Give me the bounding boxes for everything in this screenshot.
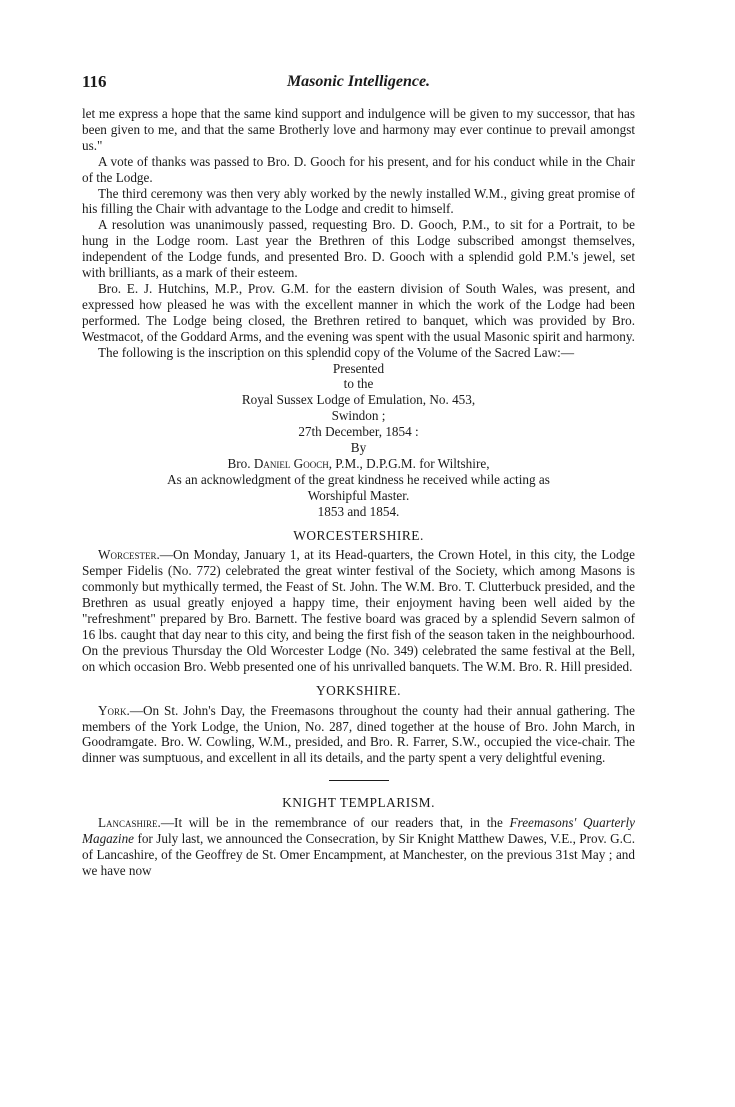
section-heading-yorkshire: YORKSHIRE. (316, 682, 401, 698)
paragraph-york (82, 703, 635, 767)
inscription-name: Daniel Gooch (253, 455, 329, 471)
running-head (82, 74, 635, 98)
inscription-line: As an acknowledgment of the great kindness he received while acting as (167, 471, 550, 487)
lead-worcester: Worcester. (98, 547, 160, 563)
text-york: —On St. John's Day, the Freemasons throughout the county had their annual gathering. The members of the York Lodge, the Union, No. 287, dined together at the house of Bro. John March, in Goodramgate. Bro. W. Cowling, W.M., presided, and Bro. R. Farrer, S.W., occupied the vice-chair. The dinner was sumptuous, and excellent in all its details, and the party spent a very delightful evening. (82, 702, 635, 766)
section-divider (329, 780, 389, 781)
lead-lancashire: Lancashire. (98, 815, 161, 831)
paragraph-inscription-intro: The following is the inscription on this splendid copy of the Volume of the Sacred Law:— (98, 344, 575, 360)
text-lancashire-before: —It will be in the remembrance of our readers that, in the (160, 815, 510, 831)
inscription-line: Royal Sussex Lodge of Emulation, No. 453, (241, 392, 476, 408)
page-number: 116 (82, 72, 107, 91)
text-worcester: —On Monday, January 1, at its Head-quarters, the Crown Hotel, in this city, the Lodge Semper Fidelis (No. 772) celebrated the great winter festival of the Society, which among Masons is commonly but mythically termed, the Feast of St. John. The W.M. Bro. T. Clutterbuck presided, and the Brethren as usual greatly enjoyed a happy time, their enjoyment having been well aided by the "refreshment" prepared by Bro. Barnett. The festive board was graced by a splendid Severn salmon of 16 lbs. caught that day near to this city, and being the first fish of the season taken in the neighbourhood. On the previous Thursday the Old Worcester Lodge (No. 349) celebrated the same festival at the Bell, on which occasion Bro. Webb presented one of his unrivalled banquets. The W.M. Bro. R. Hill presided. (82, 547, 635, 674)
text-lancashire-after: for July last, we announced the Consecration, by Sir Knight Matthew Dawes, V.E., Prov. G.C. of Lancashire, of the Geoffrey de St. Omer Encampment, at Manchester, on the previous 31st May ; and we have now (82, 831, 635, 878)
inscription-prefix: Bro. (227, 455, 254, 471)
paragraph-third-ceremony: The third ceremony was then very ably worked by the newly installed W.M., giving great promise of his filling the Chair with advantage to the Lodge and credit to himself. (82, 185, 635, 217)
section-heading-knight-templarism: KNIGHT TEMPLARISM. (282, 795, 435, 811)
inscription-line: By (350, 440, 367, 456)
inscription-block (82, 361, 635, 520)
running-title: Masonic Intelligence. (286, 73, 431, 90)
inscription-line: to the (343, 376, 374, 392)
inscription-line (82, 456, 635, 472)
inscription-suffix: , P.M., D.P.G.M. for Wiltshire, (328, 455, 490, 471)
paragraph-vote-of-thanks: A vote of thanks was passed to Bro. D. Gooch for his present, and for his conduct while in the Chair of the Lodge. (82, 153, 635, 185)
inscription-line: 1853 and 1854. (317, 503, 400, 519)
inscription-line: Presented (332, 360, 385, 376)
paragraph-hutchins: Bro. E. J. Hutchins, M.P., Prov. G.M. for the eastern division of South Wales, was present, and expressed how pleased he was with the excellent manner in which the work of the Lodge had been performed. The Lodge being closed, the Brethren retired to banquet, which was provided by Bro. Westmacot, of the Goddard Arms, and the evening was spent with the usual Masonic spirit and harmony. (82, 280, 635, 344)
inscription-line: 27th December, 1854 : (298, 424, 419, 440)
paragraph-lancashire (82, 815, 635, 879)
magazine-title: Freemasons' Quarterly Magazine (82, 815, 635, 847)
paragraph-resolution: A resolution was unanimously passed, requesting Bro. D. Gooch, P.M., to sit for a Portrait, to be hung in the Lodge room. Last year the Brethren of this Lodge subscribed amongst themselves, independent of the Lodge funds, and presented Bro. D. Gooch with a splendid gold P.M.'s jewel, set with brilliants, as a mark of their esteem. (82, 217, 635, 281)
lead-york: York. (98, 702, 130, 718)
paragraph-worcester (82, 547, 635, 674)
inscription-line: Swindon ; (331, 408, 386, 424)
paragraph-continuation: let me express a hope that the same kind support and indulgence will be given to my successor, that has been given to me, and that the same Brotherly love and harmony may ever continue to prevail amongst us." (82, 106, 635, 153)
section-heading-worcestershire: WORCESTERSHIRE. (293, 527, 424, 543)
inscription-line: Worshipful Master. (307, 487, 410, 503)
